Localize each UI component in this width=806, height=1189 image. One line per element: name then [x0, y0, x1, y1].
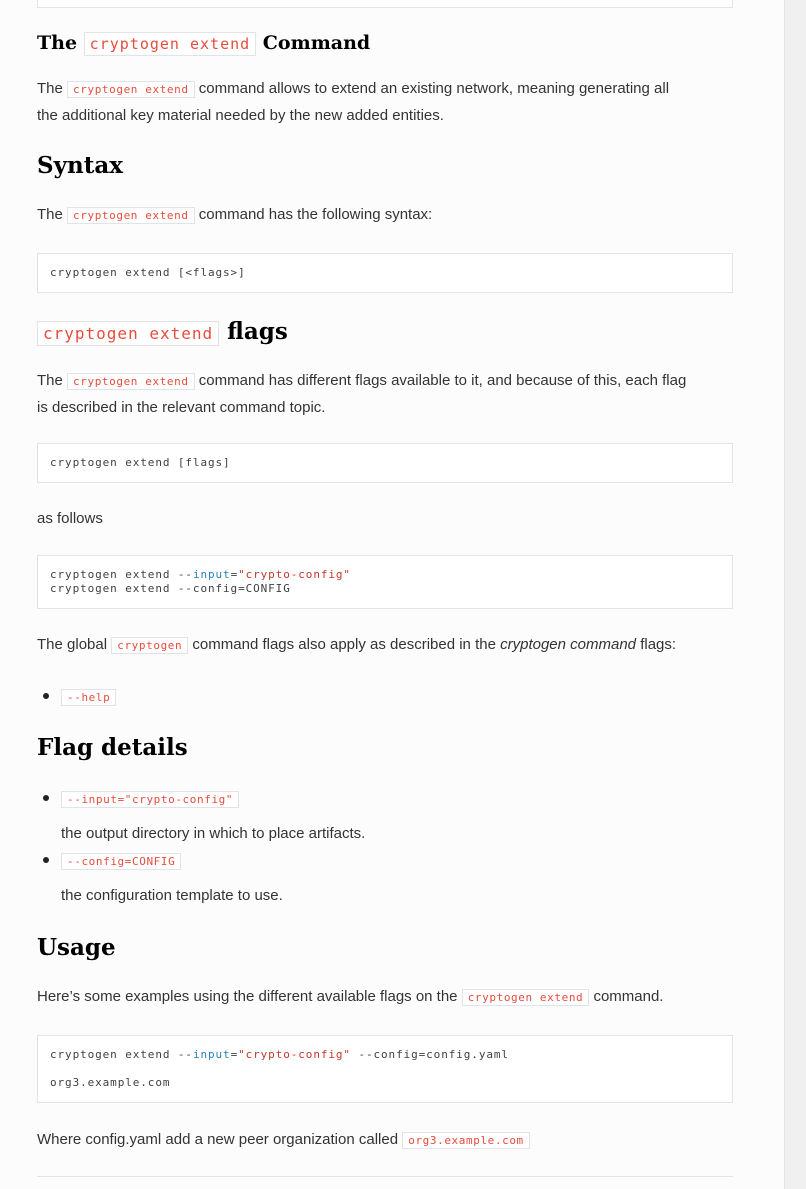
previous-code-block [37, 0, 733, 8]
inline-code: cryptogen extend [462, 989, 590, 1006]
inline-code: cryptogen extend [67, 373, 195, 390]
bullet-icon [43, 795, 49, 801]
syntax-code-block: cryptogen extend [<flags>] [37, 253, 733, 293]
scrollbar[interactable] [784, 0, 806, 1189]
help-flag-code: --help [61, 689, 116, 706]
string-token: "crypto-config" [238, 568, 351, 581]
syntax-paragraph: The cryptogen extend command has the following syntax: [37, 206, 433, 223]
bullet-icon [43, 857, 49, 863]
global-flags-paragraph: The global cryptogen command flags also apply as described in the cryptogen command flags: [37, 636, 677, 653]
usage-heading: Usage [37, 934, 116, 961]
flag-details-heading: Flag details [37, 734, 188, 761]
usage-code-block: cryptogen extend --input="crypto-config" --config=config.yaml org3.example.com [37, 1035, 733, 1103]
where-paragraph: Where config.yaml add a new peer organization called org3.example.com [37, 1127, 733, 1154]
inline-code: cryptogen extend [67, 207, 195, 224]
keyword-token: input [192, 568, 231, 581]
bullet-icon [43, 693, 49, 699]
flags-example-code-block: cryptogen extend --input="crypto-config" cryptogen extend --config=CONFIG [37, 555, 733, 609]
inline-code: cryptogen extend [67, 81, 195, 98]
inline-code: org3.example.com [402, 1132, 530, 1149]
page-title: The cryptogen extend Command [37, 32, 371, 54]
flag-code: --config=CONFIG [61, 853, 181, 870]
inline-code: cryptogen [111, 637, 188, 654]
heading-code: cryptogen extend [37, 321, 219, 346]
flag-code: --input="crypto-config" [61, 791, 239, 808]
footer-divider [37, 1176, 733, 1177]
syntax-heading: Syntax [37, 152, 123, 179]
title-code: cryptogen extend [84, 32, 257, 56]
flags-code-block: cryptogen extend [flags] [37, 443, 733, 483]
usage-paragraph: Here’s some examples using the different available flags on the cryptogen extend command. [37, 988, 664, 1005]
as-follows-text: as follows [37, 510, 103, 527]
flags-paragraph: The cryptogen extend command has different flags available to it, and because of this, each flag is described in the relevant command topic. [37, 372, 687, 416]
keyword-token: input [192, 1048, 231, 1061]
string-token: "crypto-config" [238, 1048, 351, 1061]
flags-heading: cryptogen extend flags [37, 318, 288, 345]
intro-paragraph: The cryptogen extend command allows to extend an existing network, meaning generating all the additional key material needed by the new added entities. [37, 80, 670, 124]
